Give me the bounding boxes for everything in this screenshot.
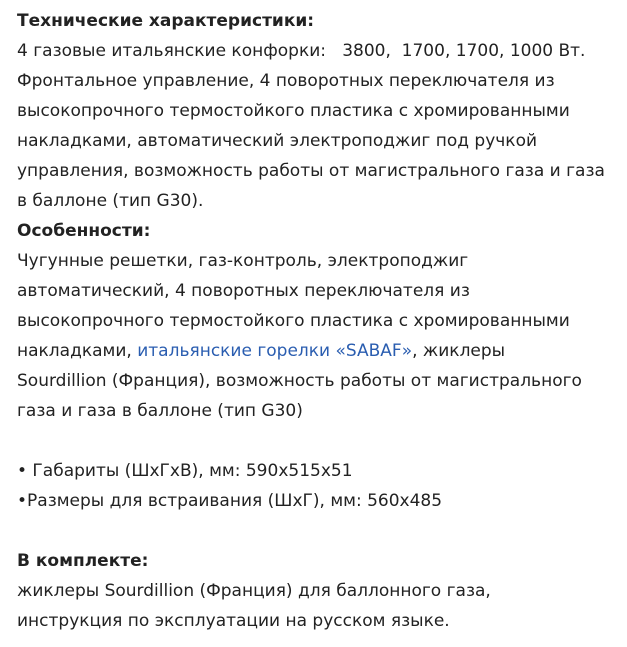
specs-line: накладками, автоматический электроподжиг под ручкой — [17, 131, 538, 151]
features-line: высокопрочного термостойкого пластика с хромированными — [17, 311, 570, 331]
package-heading: В комплекте: — [17, 551, 149, 571]
specs-line: в баллоне (тип G30). — [17, 191, 204, 211]
features-line-with-link — [17, 336, 617, 366]
specs-line: управления, возможность работы от магистрального газа и газа — [17, 161, 605, 181]
features-text: , жиклеры — [412, 341, 506, 361]
sabaf-burners-link[interactable]: итальянские горелки «SABAF» — [137, 341, 413, 361]
features-heading: Особенности: — [17, 221, 151, 241]
spacer — [17, 426, 617, 456]
specs-line: Фронтальное управление, 4 поворотных переключателя из — [17, 71, 555, 91]
features-line: автоматический, 4 поворотных переключателя из — [17, 281, 470, 301]
features-line: Чугунные решетки, газ-контроль, электроподжиг — [17, 251, 469, 271]
package-line: инструкция по эксплуатации на русском языке. — [17, 611, 450, 631]
features-line: газа и газа в баллоне (тип G30) — [17, 401, 303, 421]
spacer — [17, 516, 617, 546]
package-line: жиклеры Sourdillion (Франция) для баллонного газа, — [17, 581, 491, 601]
specs-line: высокопрочного термостойкого пластика с хромированными — [17, 101, 570, 121]
overall-dimensions: • Габариты (ШхГхВ), мм: 590x515x51 — [17, 461, 353, 481]
builtin-dimensions: •Размеры для встраивания (ШхГ), мм: 560x485 — [17, 491, 443, 511]
specs-heading: Технические характеристики: — [17, 11, 315, 31]
features-line: Sourdillion (Франция), возможность работы от магистрального — [17, 371, 582, 391]
specs-line: 4 газовые итальянские конфорки: 3800, 1700, 1700, 1000 Вт. — [17, 41, 586, 61]
features-text: накладками, — [17, 341, 138, 361]
